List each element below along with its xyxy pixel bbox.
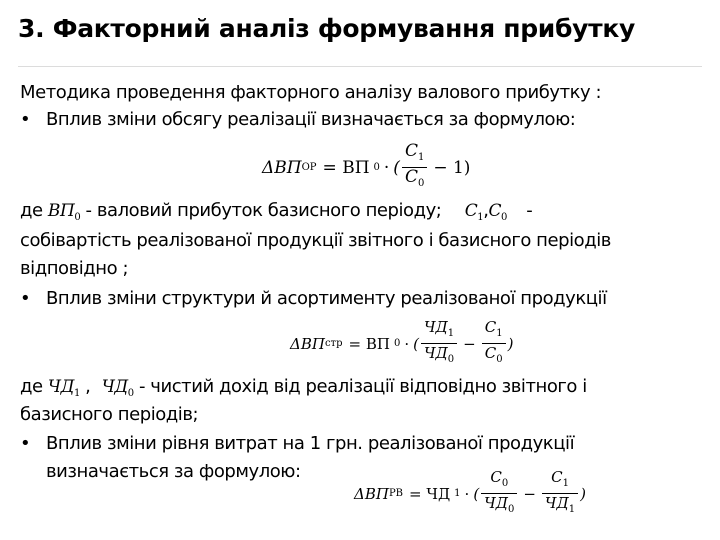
def1-dash: - [526, 200, 533, 221]
formula1-open: ( [393, 157, 400, 178]
slide-title: 3. Факторний аналіз формування прибутку [18, 14, 636, 43]
formula3-lhs: ΔВП [354, 484, 389, 503]
def2-comma: , [85, 376, 91, 397]
bullet-structure [20, 288, 607, 310]
formula2-dot: · [404, 334, 410, 353]
formula1-eq: = ВП [322, 157, 370, 178]
def2-s1: $ЧД_1$ [47, 377, 80, 399]
definition-cost-line: собівартість реалізованої продукції звітного і базисного періодів [20, 230, 611, 251]
formula3-open: ( [473, 484, 480, 503]
formula3-report-den: $ЧД_1$ [544, 494, 576, 515]
bullet-marker: • [20, 433, 31, 454]
bullet-structure-text: Вплив зміни структури й асортименту реалізованої продукції [46, 288, 607, 309]
formula1-fraction [402, 142, 427, 193]
formula3-close: ) [580, 484, 586, 503]
formula2-lhs-sub: стр [324, 338, 343, 349]
formula1-lhs: ΔВП [262, 157, 302, 178]
bullet-cost-level-line2: визначається за формулою: [46, 461, 301, 482]
definition-cost-line-end: відповідно ; [20, 258, 129, 279]
bullet-marker: • [20, 288, 31, 309]
formula2-sub0: 0 [393, 338, 401, 349]
intro-text: Методика проведення факторного аналізу валового прибутку : [20, 82, 602, 103]
title-divider [18, 66, 702, 67]
formula3-base-den: $ЧД_0$ [484, 494, 515, 515]
formula-structure [290, 318, 513, 369]
definition-vp0 [20, 200, 532, 229]
def2-text: - чистий дохід від реалізації відповідно звітного і [133, 376, 587, 397]
formula2-cost-num: $C_1$ [484, 318, 503, 339]
bullet-volume [20, 109, 575, 131]
formula2-minus: − [463, 334, 476, 353]
formula3-eq: = ЧД [409, 484, 451, 503]
formula2-fraction-cost [482, 318, 506, 369]
formula-cost-level [354, 468, 586, 519]
bullet-cost-level [20, 433, 574, 455]
def2-s0: $ЧД_0$ [101, 377, 134, 399]
bullet-volume-text: Вплив зміни обсягу реалізації визначається за формулою: [46, 109, 576, 130]
formula3-sub1: 1 [454, 488, 461, 499]
definition-income-end: базисного періодів; [20, 404, 199, 425]
def1-text: - валовий прибуток базисного періоду; [80, 200, 442, 221]
formula1-sub0: 0 [373, 162, 380, 173]
def1-de: де [20, 200, 43, 221]
def1-symbol: $ВП_0$ [47, 201, 81, 223]
def1-comma: , [483, 200, 489, 221]
formula-volume [262, 142, 474, 193]
formula3-minus: − [523, 484, 536, 503]
formula3-dot: · [464, 484, 470, 503]
def1-c1: $C_1$ [464, 201, 484, 223]
formula1-tail: − 1) [433, 157, 471, 178]
formula3-report-num: $C_1$ [551, 468, 569, 489]
formula3-fraction-base [481, 468, 517, 519]
def1-c0: $C_0$ [488, 201, 507, 223]
formula2-close: ) [507, 334, 514, 353]
formula2-lhs: ΔВП [290, 334, 325, 353]
formula2-open: ( [413, 334, 419, 353]
formula2-cost-den: $C_0$ [484, 344, 503, 365]
formula1-den: $C_0$ [404, 167, 425, 189]
formula3-lhs-sub: РВ [388, 488, 404, 499]
formula1-num: $C_1$ [404, 141, 425, 163]
bullet-cost-level-text: Вплив зміни рівня витрат на 1 грн. реалізованої продукції [46, 433, 575, 454]
formula2-income-den: $ЧД_0$ [423, 344, 455, 365]
bullet-marker: • [20, 109, 31, 130]
formula2-eq: = ВП [348, 334, 390, 353]
formula3-fraction-report [542, 468, 578, 519]
def2-de: де [20, 376, 43, 397]
formula3-base-num: $C_0$ [490, 468, 509, 489]
formula2-fraction-income [421, 318, 457, 369]
formula1-lhs-sub: ОР [301, 162, 317, 173]
formula2-income-num: $ЧД_1$ [423, 318, 455, 339]
formula1-dot: · [383, 157, 390, 178]
definition-income [20, 376, 587, 405]
